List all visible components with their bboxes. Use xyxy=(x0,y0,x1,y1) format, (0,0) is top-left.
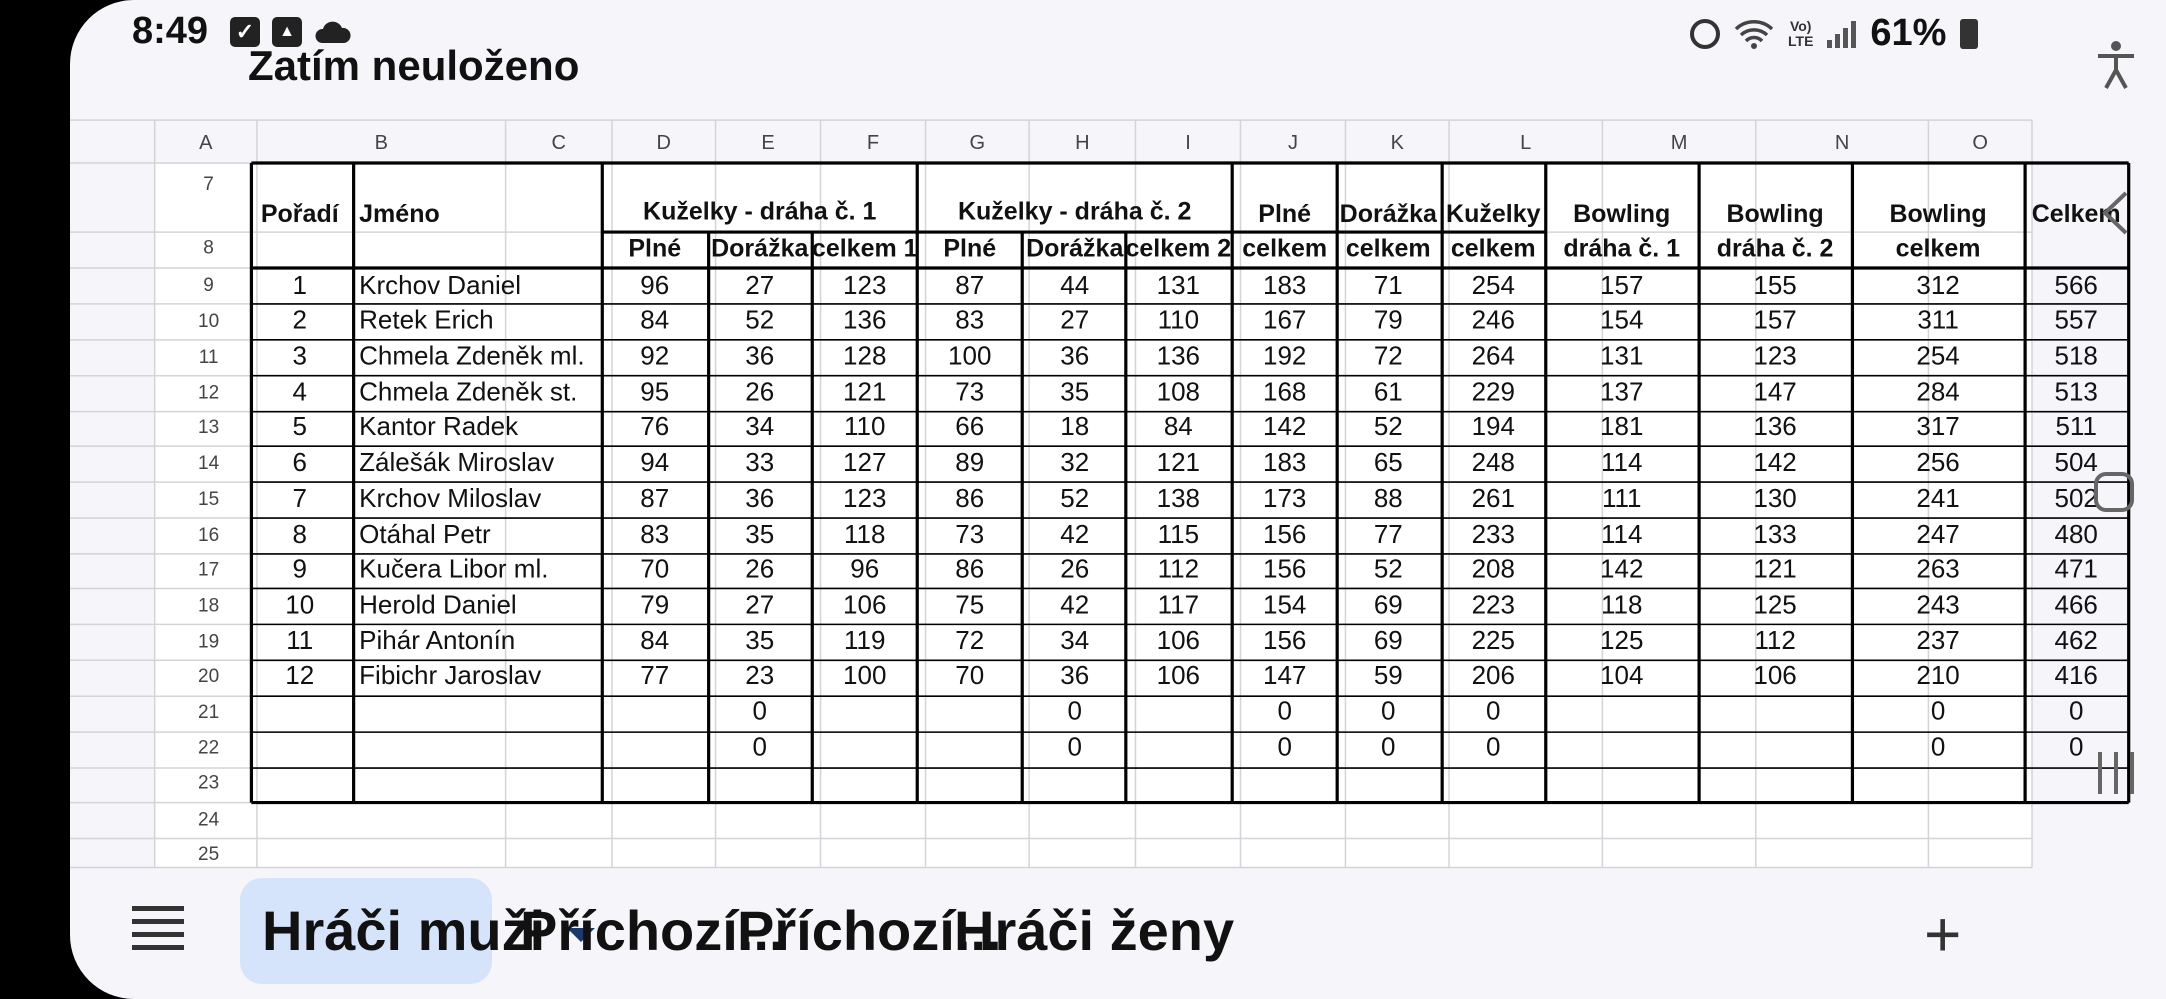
cell-r15-cA: 7 xyxy=(292,482,307,513)
cell-r17-cH: 112 xyxy=(1157,553,1200,584)
column-header-D: D xyxy=(656,131,671,154)
cell-r18-cJ: 69 xyxy=(1373,589,1403,620)
cell-r19-cC: 84 xyxy=(640,625,670,656)
cell-r11-cM: 123 xyxy=(1753,340,1797,371)
cell-r12-cI: 168 xyxy=(1262,376,1307,407)
cell-r19-cA: 11 xyxy=(286,625,314,656)
cell-r9-cA: 1 xyxy=(292,270,307,301)
spreadsheet-canvas[interactable] xyxy=(70,0,2121,872)
header-sub-4: Dorážka xyxy=(1026,234,1124,263)
column-header-strip xyxy=(70,120,2032,163)
side-nav xyxy=(2060,0,2166,999)
header-lane-1: Kuželky - dráha č. 1 xyxy=(643,197,877,226)
row-number-20: 20 xyxy=(198,665,220,687)
row-number-11: 11 xyxy=(198,346,219,368)
cell-r15-cL: 111 xyxy=(1601,482,1642,513)
cell-r19-cJ: 69 xyxy=(1373,625,1403,656)
cell-r13-cO: 511 xyxy=(2055,411,2097,442)
cell-r11-cF: 100 xyxy=(948,340,992,371)
cell-r12-cL: 137 xyxy=(1600,376,1644,407)
document-title: Zatím neuloženo xyxy=(248,42,580,89)
status-time: 8:49 xyxy=(132,10,209,52)
header-sub-1: Dorážka xyxy=(711,234,809,263)
cell-r14-cM: 142 xyxy=(1753,447,1797,478)
cell-r17-cN: 263 xyxy=(1916,553,1960,584)
cell-r13-cH: 84 xyxy=(1163,411,1193,442)
cell-r12-cG: 35 xyxy=(1060,376,1090,407)
row-number-21: 21 xyxy=(198,701,220,723)
cell-r10-cG: 27 xyxy=(1060,304,1090,335)
cell-r12-cJ: 61 xyxy=(1373,376,1403,407)
cell-r12-cO: 513 xyxy=(2054,376,2098,407)
cell-r12-cN: 284 xyxy=(1916,376,1960,407)
cell-r15-cE: 123 xyxy=(843,482,887,513)
header-sub-5: celkem 2 xyxy=(1125,234,1232,263)
cell-r13-cF: 66 xyxy=(955,411,985,442)
cell-r10-cJ: 79 xyxy=(1373,304,1403,335)
cell-r15-cM: 130 xyxy=(1753,482,1797,513)
phone-screen xyxy=(70,0,2166,999)
cell-r17-cA: 9 xyxy=(292,553,307,584)
header-jmeno: Jméno xyxy=(359,200,440,229)
cell-r21-cD: 0 xyxy=(752,695,767,726)
cell-r18-cG: 42 xyxy=(1060,589,1090,620)
cell-r17-cK: 208 xyxy=(1471,553,1515,584)
cell-r20-cL: 104 xyxy=(1600,659,1644,690)
cell-r9-cI: 183 xyxy=(1262,270,1307,301)
cell-r21-cJ: 0 xyxy=(1381,695,1396,726)
cell-r11-cI: 192 xyxy=(1262,340,1307,371)
cell-r16-cE: 118 xyxy=(844,518,886,549)
row-number-18: 18 xyxy=(198,595,220,617)
cell-r12-cA: 4 xyxy=(292,376,307,407)
cell-r9-cL: 157 xyxy=(1600,270,1644,301)
row-number-16: 16 xyxy=(198,524,220,546)
cell-r18-cL: 118 xyxy=(1601,589,1643,620)
cell-r15-cG: 52 xyxy=(1060,482,1090,513)
cell-r13-cG: 18 xyxy=(1060,411,1090,442)
cell-r15-cO: 502 xyxy=(2054,482,2098,513)
header-lane-2: Kuželky - dráha č. 2 xyxy=(957,197,1192,226)
cell-r21-cK: 0 xyxy=(1486,695,1501,726)
cell-r11-cO: 518 xyxy=(2054,340,2098,371)
cell-r16-cM: 133 xyxy=(1753,518,1797,549)
tab-label: Příchozí... xyxy=(737,899,1002,962)
back-icon[interactable] xyxy=(2100,190,2130,236)
cell-r19-cF: 72 xyxy=(955,625,985,656)
column-header-F: F xyxy=(866,131,880,154)
cell-r20-cH: 106 xyxy=(1156,659,1201,690)
cell-r13-cN: 317 xyxy=(1916,411,1960,442)
tab-hraci-muzi[interactable] xyxy=(240,878,546,984)
cell-r14-cF: 89 xyxy=(955,447,985,478)
cell-r22-cI: 0 xyxy=(1277,731,1292,762)
cell-r10-cN: 311 xyxy=(1917,304,1959,335)
cell-r10-cB: Retek Erich xyxy=(359,304,494,335)
tab-label: Hráči ženy xyxy=(954,899,1235,962)
cell-r15-cK: 261 xyxy=(1471,482,1515,513)
cell-r17-cD: 26 xyxy=(745,553,775,584)
home-icon[interactable] xyxy=(2094,472,2134,512)
cell-r12-cK: 229 xyxy=(1471,376,1515,407)
row-number-22: 22 xyxy=(198,737,220,759)
column-header-E: E xyxy=(761,131,775,154)
cell-r16-cI: 156 xyxy=(1262,518,1307,549)
cell-r17-cO: 471 xyxy=(2054,553,2098,584)
cell-r16-cH: 115 xyxy=(1157,518,1200,549)
cell-r19-cD: 35 xyxy=(745,625,775,656)
header-sub-2: celkem 1 xyxy=(811,234,918,263)
cell-r19-cB: Pihár Antonín xyxy=(359,625,516,656)
cell-r20-cM: 106 xyxy=(1753,659,1797,690)
cell-r16-cO: 480 xyxy=(2054,518,2098,549)
cell-r10-cF: 83 xyxy=(955,304,985,335)
cell-r20-cK: 206 xyxy=(1471,659,1515,690)
cell-r20-cC: 77 xyxy=(640,659,670,690)
cell-r22-cN: 0 xyxy=(1930,731,1946,762)
cell-r18-cO: 466 xyxy=(2054,589,2098,620)
cell-r13-cK: 194 xyxy=(1471,411,1515,442)
cell-r10-cA: 2 xyxy=(292,304,307,335)
cell-r20-cA: 12 xyxy=(285,659,315,690)
cell-r11-cN: 254 xyxy=(1916,340,1960,371)
cell-r22-cJ: 0 xyxy=(1381,731,1396,762)
cell-r19-cM: 112 xyxy=(1754,625,1796,656)
cell-r19-cK: 225 xyxy=(1471,625,1515,656)
row-number-10: 10 xyxy=(198,310,220,332)
cell-r16-cA: 8 xyxy=(292,518,307,549)
cell-r15-cC: 87 xyxy=(640,482,670,513)
cell-r16-cF: 73 xyxy=(955,518,985,549)
cell-r14-cE: 127 xyxy=(843,447,887,478)
column-header-C: C xyxy=(551,131,566,154)
cell-r16-cC: 83 xyxy=(640,518,670,549)
cell-r10-cK: 246 xyxy=(1471,304,1515,335)
cell-r19-cL: 125 xyxy=(1600,625,1644,656)
cell-r20-cJ: 59 xyxy=(1373,659,1403,690)
column-header-O: O xyxy=(1972,131,1988,154)
cell-r13-cI: 142 xyxy=(1262,411,1307,442)
cell-r20-cF: 70 xyxy=(955,659,985,690)
column-header-B: B xyxy=(374,131,388,154)
cell-r17-cG: 26 xyxy=(1060,553,1090,584)
row-number-12: 12 xyxy=(198,382,220,404)
cell-r20-cO: 416 xyxy=(2054,659,2098,690)
cell-r22-cK: 0 xyxy=(1486,731,1501,762)
column-header-J: J xyxy=(1287,131,1298,154)
cell-r9-cC: 96 xyxy=(640,270,670,301)
accessibility-icon[interactable] xyxy=(2094,40,2138,90)
row-number-23: 23 xyxy=(198,772,220,794)
cell-r20-cD: 23 xyxy=(745,659,775,690)
cell-r21-cN: 0 xyxy=(1930,695,1946,726)
cell-r16-cK: 233 xyxy=(1471,518,1515,549)
cell-r11-cA: 3 xyxy=(292,340,307,371)
cell-r18-cM: 125 xyxy=(1753,589,1797,620)
cell-r13-cD: 34 xyxy=(745,411,775,442)
cell-r10-cL: 154 xyxy=(1600,304,1644,335)
cell-r17-cI: 156 xyxy=(1262,553,1307,584)
cell-r15-cI: 173 xyxy=(1262,482,1307,513)
cell-r12-cB: Chmela Zdeněk st. xyxy=(359,376,578,407)
header-sub-0: Plné xyxy=(628,234,682,263)
cell-r10-cC: 84 xyxy=(640,304,670,335)
row-number-17: 17 xyxy=(198,559,220,581)
cell-r10-cM: 157 xyxy=(1753,304,1797,335)
cell-r15-cB: Krchov Miloslav xyxy=(359,482,542,513)
cell-r12-cD: 26 xyxy=(745,376,775,407)
cell-r18-cE: 106 xyxy=(843,589,887,620)
header-sub-9: dráha č. 1 xyxy=(1563,234,1681,263)
column-header-M: M xyxy=(1670,131,1688,154)
cell-r9-cD: 27 xyxy=(745,270,775,301)
cell-r14-cJ: 65 xyxy=(1373,447,1403,478)
cell-r14-cC: 94 xyxy=(640,447,670,478)
cell-r17-cM: 121 xyxy=(1753,553,1797,584)
row-number-24: 24 xyxy=(198,809,220,831)
cell-r18-cF: 75 xyxy=(955,589,985,620)
row-number-8: 8 xyxy=(203,237,214,259)
tab-label: Hráči muži xyxy=(262,899,546,962)
header-celkem: Celkem xyxy=(2031,200,2121,229)
cell-r11-cE: 128 xyxy=(843,340,887,371)
header-bowling-2: Bowling xyxy=(1726,200,1824,229)
cell-r13-cA: 5 xyxy=(292,411,307,442)
cell-r17-cC: 70 xyxy=(640,553,670,584)
cell-r17-cF: 86 xyxy=(955,553,985,584)
cell-r12-cF: 73 xyxy=(955,376,985,407)
cell-r22-cD: 0 xyxy=(752,731,767,762)
cell-r19-cN: 237 xyxy=(1916,625,1960,656)
cell-r18-cD: 27 xyxy=(745,589,775,620)
cell-r20-cE: 100 xyxy=(843,659,887,690)
header-sub-10: dráha č. 2 xyxy=(1716,234,1834,263)
checkbox-notification-icon: ✓ xyxy=(230,17,260,47)
header-kuzelky: Kuželky xyxy=(1446,200,1541,229)
cell-r17-cB: Kučera Libor ml. xyxy=(359,553,549,584)
cell-r9-cF: 87 xyxy=(955,270,985,301)
cell-r15-cH: 138 xyxy=(1156,482,1201,513)
cell-r18-cC: 79 xyxy=(640,589,670,620)
cell-r14-cK: 248 xyxy=(1471,447,1515,478)
cell-r18-cA: 10 xyxy=(285,589,315,620)
cell-r22-cO: 0 xyxy=(2068,731,2084,762)
cell-r22-cG: 0 xyxy=(1067,731,1082,762)
cell-r14-cB: Zálešák Miroslav xyxy=(359,447,555,478)
column-header-K: K xyxy=(1390,131,1404,154)
row-number-9: 9 xyxy=(203,274,214,296)
cell-r20-cG: 36 xyxy=(1060,659,1090,690)
sheets-menu-icon[interactable] xyxy=(132,906,184,950)
cell-r17-cL: 142 xyxy=(1600,553,1644,584)
cell-r21-cO: 0 xyxy=(2068,695,2084,726)
cell-r11-cH: 136 xyxy=(1156,340,1201,371)
row-number-15: 15 xyxy=(198,489,220,511)
cell-r13-cM: 136 xyxy=(1753,411,1797,442)
battery-level: 61% xyxy=(1870,12,1947,54)
cell-r12-cC: 95 xyxy=(640,376,670,407)
cell-r10-cI: 167 xyxy=(1262,304,1307,335)
cell-r14-cN: 256 xyxy=(1916,447,1960,478)
cell-r14-cO: 504 xyxy=(2054,447,2098,478)
header-sub-3: Plné xyxy=(943,234,997,263)
header-sub-6: celkem xyxy=(1242,234,1328,263)
header-dorazka: Dorážka xyxy=(1339,200,1437,229)
cell-r16-cL: 114 xyxy=(1601,518,1643,549)
tab-hraci-zeny[interactable] xyxy=(932,878,1256,984)
lte-indicator: Vo) LTE xyxy=(1788,17,1814,49)
cell-r16-cB: Otáhal Petr xyxy=(359,518,491,549)
row-number-19: 19 xyxy=(198,631,220,653)
header-plne: Plné xyxy=(1258,200,1312,229)
cell-r13-cC: 76 xyxy=(640,411,670,442)
cell-r15-cJ: 88 xyxy=(1373,482,1403,513)
cell-r13-cJ: 52 xyxy=(1373,411,1403,442)
cell-r18-cK: 223 xyxy=(1471,589,1515,620)
cell-r13-cE: 110 xyxy=(844,411,886,442)
cell-r20-cB: Fibichr Jaroslav xyxy=(359,659,542,690)
cell-r13-cB: Kantor Radek xyxy=(359,411,519,442)
cell-r12-cM: 147 xyxy=(1753,376,1797,407)
cell-r11-cK: 264 xyxy=(1471,340,1515,371)
header-sub-11: celkem xyxy=(1895,234,1981,263)
cell-r14-cH: 121 xyxy=(1156,447,1201,478)
cell-r19-cE: 119 xyxy=(844,625,886,656)
header-sub-8: celkem xyxy=(1450,234,1536,263)
cell-r21-cG: 0 xyxy=(1067,695,1082,726)
cell-r12-cH: 108 xyxy=(1156,376,1201,407)
cell-r19-cH: 106 xyxy=(1156,625,1201,656)
row-number-14: 14 xyxy=(198,453,220,475)
header-bowling-1: Bowling xyxy=(1573,200,1671,229)
column-header-H: H xyxy=(1075,131,1090,154)
cell-r13-cL: 181 xyxy=(1600,411,1644,442)
header-bowling: Bowling xyxy=(1889,200,1987,229)
cell-r9-cB: Krchov Daniel xyxy=(359,270,522,301)
cell-r15-cN: 241 xyxy=(1916,482,1960,513)
cell-r11-cG: 36 xyxy=(1060,340,1090,371)
gallery-notification-icon: ▲ xyxy=(272,17,302,47)
cell-r18-cB: Herold Daniel xyxy=(359,589,517,620)
cell-r9-cJ: 71 xyxy=(1373,270,1403,301)
header-sub-7: celkem xyxy=(1345,234,1431,263)
cell-r20-cI: 147 xyxy=(1262,659,1307,690)
cell-r16-cD: 35 xyxy=(745,518,775,549)
cell-r18-cH: 117 xyxy=(1157,589,1200,620)
cell-r19-cI: 156 xyxy=(1262,625,1307,656)
cell-r14-cL: 114 xyxy=(1601,447,1643,478)
header-poradi: Pořadí xyxy=(260,200,339,229)
column-header-I: I xyxy=(1185,131,1191,154)
cell-r10-cE: 136 xyxy=(843,304,887,335)
column-header-L: L xyxy=(1520,131,1532,154)
cell-r17-cJ: 52 xyxy=(1373,553,1403,584)
recents-icon[interactable] xyxy=(2096,750,2136,796)
cell-r21-cI: 0 xyxy=(1277,695,1292,726)
cell-r17-cE: 96 xyxy=(850,553,880,584)
cell-r14-cD: 33 xyxy=(745,447,775,478)
cell-r9-cG: 44 xyxy=(1060,270,1090,301)
row-number-13: 13 xyxy=(198,417,220,439)
row-number-7: 7 xyxy=(203,174,214,196)
cell-r19-cO: 462 xyxy=(2054,625,2098,656)
cell-r18-cN: 243 xyxy=(1916,589,1960,620)
cell-r9-cO: 566 xyxy=(2054,270,2098,301)
cell-r9-cE: 123 xyxy=(843,270,887,301)
add-sheet-icon[interactable]: + xyxy=(1924,898,1962,970)
column-header-N: N xyxy=(1834,131,1850,154)
cell-r11-cL: 131 xyxy=(1600,340,1644,371)
cell-r11-cB: Chmela Zdeněk ml. xyxy=(359,340,585,371)
cell-r15-cD: 36 xyxy=(745,482,775,513)
cell-r9-cN: 312 xyxy=(1916,270,1960,301)
cell-r16-cJ: 77 xyxy=(1373,518,1403,549)
cell-r12-cE: 121 xyxy=(843,376,887,407)
cell-r10-cO: 557 xyxy=(2054,304,2098,335)
cell-r9-cH: 131 xyxy=(1156,270,1201,301)
column-header-G: G xyxy=(969,131,986,154)
cell-r14-cI: 183 xyxy=(1262,447,1307,478)
cell-r19-cG: 34 xyxy=(1060,625,1090,656)
cell-r11-cJ: 72 xyxy=(1373,340,1403,371)
cell-r9-cM: 155 xyxy=(1753,270,1797,301)
cell-r16-cG: 42 xyxy=(1060,518,1090,549)
sheet-tabs-bar xyxy=(70,872,2070,999)
cell-r14-cA: 6 xyxy=(292,447,307,478)
row-number-25: 25 xyxy=(198,844,220,866)
cell-r11-cC: 92 xyxy=(640,340,670,371)
tab-label: Příchozí... xyxy=(520,899,785,962)
cell-r18-cI: 154 xyxy=(1262,589,1307,620)
cell-r9-cK: 254 xyxy=(1471,270,1515,301)
cell-r20-cN: 210 xyxy=(1916,659,1960,690)
column-header-A: A xyxy=(199,131,213,154)
cell-r10-cH: 110 xyxy=(1157,304,1200,335)
cell-r11-cD: 36 xyxy=(745,340,775,371)
cell-r16-cN: 247 xyxy=(1916,518,1960,549)
cell-r15-cF: 86 xyxy=(955,482,985,513)
cell-r14-cG: 32 xyxy=(1060,447,1090,478)
cell-r10-cD: 52 xyxy=(745,304,775,335)
